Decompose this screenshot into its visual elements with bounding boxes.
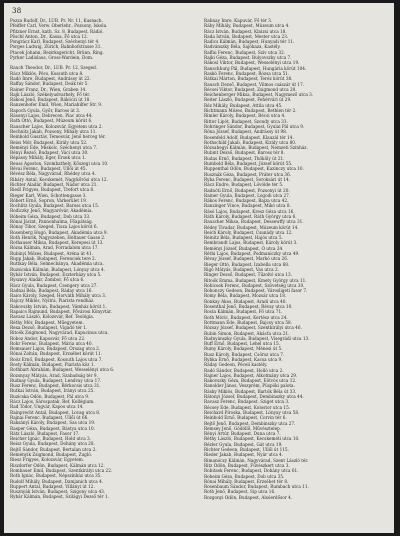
directory-entry: Rimanóczy Kálmán, Nagyvárad, Szent László tér. <box>204 457 309 463</box>
directory-entry: Rakovszky Géza, Budapest, Eötvös utca 12. <box>204 378 297 384</box>
directory-entry: Róbert Ernő, Sopron, Várkerület 19. <box>10 197 88 203</box>
directory-entry: Reisz Gyula, Budapest, Dohány utca 28. <box>10 441 95 447</box>
directory-entry: Révay József, Budapest, Markó utca 26. <box>204 256 289 262</box>
directory-entry: Rothbart Ábrahám, Budapest, Wesselényi utca 6. <box>10 367 115 373</box>
directory-entry: Rácz Gyula, Budapest, Csengery utca 27. <box>10 282 98 288</box>
directory-entry: Riedl Frigyes, Budapest, Trefort utca 8. <box>10 187 95 193</box>
directory-entry: Roth Móric, Budapest, Kertész utca 24. <box>204 314 288 320</box>
directory-entry: Réthy Mór, Budapest, Műegyetem. <box>10 319 84 325</box>
directory-entry: Róheim Géza, Budapest, Dob utca 33. <box>10 213 91 219</box>
directory-entry: Rakovszky István, Budapest, Vámház körút 1. <box>10 303 107 309</box>
directory-entry: Rosenfeld Adolf, Budapest, Klauzál tér 14. <box>204 134 294 140</box>
directory-entry: Roth Ignác, Budapest, Népszínház utca 35. <box>10 473 102 479</box>
directory-entry: Ráth Károly, Budapest, Ráth György utca 6. <box>204 213 297 219</box>
directory-entry: Rajnai Ferenc, Budapest, Üllői út 66. <box>10 414 89 420</box>
directory-entry: Ritter Lipót, Budapest, Szondy utca 33. <box>204 118 288 124</box>
directory-entry: Richter Gedeon, Budapest, Üllői út 115. <box>204 447 289 453</box>
directory-entry: Ryba Ferenc, Budapest, Soroksári út 14. <box>204 176 291 182</box>
directory-entry: Rudas Ernő, Budapest, Thököly út 21. <box>204 155 285 161</box>
directory-entry: Rusz Ferenc, Budapest, Bérkocsis utca 31. <box>10 383 101 389</box>
directory-entry: Rosenbaum Sándor, Budapest, Rumbach utca 11. <box>204 484 309 490</box>
directory-entry: Rácz Miklós, Pécs, Kossuth utca 8. <box>10 70 84 76</box>
directory-entry: Rohonczy Gedeon, Budapest, Városligeti fasor 7. <box>204 288 308 294</box>
directory-entry: Rézler Gyula, Budapest, Gát utca 19. <box>204 441 283 447</box>
directory-entry: Pozza Rudolf, Dr., LUB. Pr. Nr. 11, Kusnach. <box>10 18 103 23</box>
directory-entry: Radó Imre, Budapest, Andrássy út 22. <box>10 75 91 81</box>
directory-entry: Ruttkay Béla, Selmecbánya, Akadémia utca. <box>10 261 104 267</box>
directory-entry: Rubint Dezső, Budapest, Baross tér 8. <box>204 150 285 156</box>
directory-entry: Rath Ottó, Budapest, Múzeum körút 6. <box>10 118 93 124</box>
directory-entry: Rainer Franz, Dr., Wien, Graben 14. <box>10 86 87 92</box>
directory-entry: Rottmann Ede, Budapest, Bajcsy utca 58. <box>204 319 292 325</box>
directory-entry: Robicsek Ferenc, Budapest, Szövetség utca 30. <box>204 282 305 288</box>
directory-entry: Révai Ferenc, Budapest, Üllői út 45. <box>10 166 87 172</box>
directory-entry: Reichard Piroska, Budapest, Lónyay utca 58. <box>204 409 300 415</box>
directory-entry: Ruff Ernő, Budapest, Lehel utca 15. <box>204 341 281 347</box>
directory-entry: Reiter László, Budapest, Fehérvári út 29. <box>204 97 292 103</box>
directory-entry: Ronkay Ákos, Budapest, Aradi utca 40. <box>204 298 287 304</box>
directory-entry: Rónai Mihály, Budapest, Erzsébet tér 8. <box>204 478 289 484</box>
right-column <box>204 18 387 500</box>
directory-entry: Pongrácz Karl, Budapest, Széchenyi tér 4. <box>10 39 100 45</box>
directory-entry: Rimler Károly, Budapest, Bécsi utca 4. <box>204 113 286 119</box>
directory-entry: Radics Kálmán, Budapest, Hunyadi tér 11. <box>204 39 295 45</box>
directory-entry: Rodiczky Jenő, Magyaróvár, Akadémia. <box>10 208 93 214</box>
directory-entry: Rusznyák István, Budapest, Szigony utca 43. <box>10 489 106 495</box>
directory-entry: Remsey Jenő, Gödöllő, Művésztelep. <box>204 425 282 431</box>
directory-entry: Radnóti Ernő, Budapest, Pozsonyi út 20. <box>204 187 290 193</box>
directory-entry: Rothauser Miksa, Budapest, Kerepesi út 13. <box>10 240 104 246</box>
directory-entry: Ruzicska Ödön, Budapest, Pál utca 9. <box>10 393 90 399</box>
directory-entry: Ranschburg Pál, Budapest, Hungária körút 104. <box>204 65 307 71</box>
directory-entry: Reinhold Gusztáv, Temesvár, Jenő herceg tér. <box>10 134 106 140</box>
directory-entry: Roth Jenő, Budapest, Sip utca 16. <box>204 489 276 495</box>
directory-entry: Réz Mihály, Budapest, Attila utca 45. <box>204 102 283 108</box>
directory-entry: Pöschl Anton, Dr., Kassa, Fő utca 12. <box>10 33 89 39</box>
directory-entry: Reinbold Ernő, Budapest, Corvin tér 6. <box>204 415 287 421</box>
directory-entry: Ranolder János, Veszprém, Püspöki palota. <box>204 383 295 389</box>
directory-entry: Romy Béla, Budapest, Mozsár utca 18. <box>204 293 287 299</box>
directory-entry: Rada István, Budapest, Mester utca 23. <box>204 33 289 39</box>
page-number: 38 <box>12 7 22 15</box>
directory-entry: Rochlitz Gyula, Budapest, Baross utca 15. <box>10 203 100 209</box>
directory-entry: Pfeiffer Carl, Verw. Oberlehr., Pozsony, Iskola. <box>10 23 108 29</box>
directory-entry: Radvánszky Béla, Sajókaza, Kastély. <box>204 44 281 50</box>
directory-entry: Rényi Artúr, Budapest, Duna utca 7. <box>204 431 281 437</box>
directory-entry: Rényi Rezső, Budapest, Váci utca 30. <box>10 150 89 156</box>
directory-entry: Ranzinger Vince, Budapest, Mikó utca 8. <box>204 203 291 209</box>
directory-entry: Rosenberg Hugó, Budapest, Akadémia utca 9. <box>10 229 108 235</box>
directory-entry: Ritoók Emma, Budapest, Kmety György utca 11. <box>204 277 307 283</box>
directory-entry: Rabnay Imre, Kapuvár, Fő tér 3. <box>204 18 273 23</box>
directory-entry: Rajki Géza, Budapest, Bulyovszky utca 7. <box>204 55 292 61</box>
directory-entry: Rubin Simon, Budapest, Akácfa utca 21. <box>204 330 290 336</box>
directory-entry: Rónay Tibor, Szeged, Tisza Lajos körút 6. <box>10 224 98 230</box>
directory-entry: Rejtő Jenő, Budapest, Dembinszky utca 27. <box>204 420 296 426</box>
directory-entry: Rátz László, Budapest, Fasor 17. <box>10 430 80 436</box>
directory-entry: Reich Károly, Budapest, Csanády utca 12. <box>204 229 293 235</box>
directory-entry: Rajk László, Székelyudvarhely, Fő tér. <box>10 91 91 97</box>
directory-entry: Reuss Ágoston, Szombathely, Kőszegi utca 10. <box>10 160 109 166</box>
directory-entry: Reichenberger Miksa, Budapest, Nagymező utca 3. <box>204 92 314 98</box>
directory-entry: Réthi Lajos, Budapest, Podmaniczky utca 49. <box>204 251 300 257</box>
directory-entry: Reicher Ignác, Budapest, Hold utca 3. <box>10 436 92 442</box>
directory-entry: Rásonyi Lajos, Debrecen, Piac utca 44. <box>10 113 93 119</box>
directory-entry: Ruppert Antal, Budapest, Villányi út 12. <box>10 483 95 489</box>
directory-page <box>4 3 394 533</box>
directory-entry: Rozsnyay Mátyás, Arad, Szabadság tér 9. <box>10 372 98 378</box>
directory-entry: Rieder Jakab, Budapest, Nyár utca 4. <box>204 452 284 458</box>
directory-entry: Radó Sándor, Budapest, Holló utca 2. <box>204 367 284 373</box>
directory-entry: Rózsahegyi Kálmán, Budapest, Nemzeti Színház. <box>204 145 308 151</box>
directory-entry: Rosty Kálmán, Budapest, Piarista köz 1. <box>10 362 95 367</box>
directory-entry: Pyrker Ladislaus, Gross-Wardein, Dom. <box>10 55 94 61</box>
directory-entry: Rédey Tivadar, Budapest, Múzeum körút 14. <box>204 224 299 230</box>
directory-entry: Roheim Géza, Budapest, Dob utca 35. <box>204 473 285 479</box>
directory-entry: Récsey Ede, Budapest, Kolostor utca 15. <box>204 404 291 410</box>
directory-entry: Rácz Lajos, Sárospatak, Ref. Kollégium. <box>10 399 95 405</box>
directory-entry: Raffai Ferenc, Budapest, Szív utca 32. <box>204 49 286 55</box>
directory-entry: Ringer Dezső, Budapest, Tűzoltó utca 13. <box>204 272 292 278</box>
directory-entry: Rásó Lajos, Budapest, Kresz Géza utca 16. <box>204 208 295 214</box>
directory-entry: Ryszavy Aladár, Zombor, Fő utca 6. <box>10 277 85 283</box>
directory-entry: Rákos Ferenc, Budapest, Bajza utca 42. <box>204 198 289 204</box>
directory-entry: Rudolf Mihály, Budapest, Damjanich utca 4. <box>10 478 104 484</box>
directory-entry: Rohr Ferenc, Budapest, Mária utca 40. <box>10 340 93 346</box>
directory-entry: Reiss Mór, Budapest, Király utca 52. <box>10 139 88 145</box>
directory-entry: Rybár Kálmán, Budapest, Szilágyi Dezső tér 1. <box>10 494 109 500</box>
directory-entry: Ruzsicska Kálmán, Budapest, Lónyay utca 4. <box>10 266 105 272</box>
directory-entry: Rasper Géza, Budapest, Bástya utca 10. <box>10 425 95 431</box>
directory-entry: Rajner Lajos, Budapest, Alkotmány utca 29. <box>204 372 298 378</box>
directory-entry: Rubinyi Mózes, Budapest, Aréna út 41. <box>10 250 93 256</box>
directory-entry: Rutkai István, Budapest, Irányi utca 25. <box>10 388 95 394</box>
directory-entry: Rauscher Miksa, Budapest, Dessewffy utca 31. <box>204 219 304 225</box>
directory-entry: Rosenthal Jenő, Budapest, Révay utca 10. <box>204 304 293 310</box>
directory-entry: Rad Tódor, Ungvár, Kapos utca 14. <box>10 404 84 410</box>
directory-entry: Porges Ludwig, Zürich, Bahnhofstrasse 31. <box>10 44 102 50</box>
directory-entry: Rechnitz Jakab, Pozsony, Mihály utca 11. <box>10 128 97 134</box>
directory-entry: Radnai Béla, Budapest, Ráday utca 16. <box>10 287 93 293</box>
directory-entry: Riszdorfer Ödön, Budapest, Kálmán utca 12. <box>10 462 105 468</box>
directory-entry: Reményik Zsigmond, Budapest, Zugló. <box>10 452 92 458</box>
directory-entry: Roboz Andor, Kaposvár, Fő utca 22. <box>10 335 86 341</box>
directory-entry: Rusz Károly, Budapest, Csörsz utca 7. <box>204 351 285 357</box>
directory-entry: Ruppenthal Ödön, Budapest, Kazinczy utca 10. <box>204 166 304 172</box>
directory-entry: Révész Béla, Nagyvárad, Rhédey utca 4. <box>10 171 96 177</box>
directory-entry: Rácz Endre, Budapest, Lövölde tér 5. <box>204 182 284 188</box>
directory-entry: Rapoch Gyula, Győr, Baross út 3. <box>10 107 81 113</box>
directory-entry: Ranzenhofer Emil, Wien, Mariahilfer Str. 9. <box>10 102 103 108</box>
directory-entry: Rózsay József, Budapest, Szentkirályi utca 46. <box>204 325 302 331</box>
directory-entry: Romsauer Lajos, Budapest, Orszag utca 2. <box>10 346 101 352</box>
directory-entry: Rumbold Béla, Budapest, József körút 55. <box>204 161 293 167</box>
directory-entry: Rauch Theodor, Dr., LUB. Pr. 12, Szeged. <box>10 65 98 71</box>
directory-entry: Réthy László, Budapest, Kecskeméti utca 10. <box>204 436 300 442</box>
directory-entry: Rosta Kálmán, Budapest, Fő utca 71. <box>204 309 283 315</box>
directory-entry: Ritz Ödön, Budapest, Fűvészkert utca 3. <box>204 462 290 468</box>
directory-entry: Reményi Ede, Miskolc, Széchenyi utca 7. <box>10 144 98 150</box>
directory-entry: Rózsa Kálmán, Arad, Forradalom utca 17. <box>10 245 99 251</box>
directory-entry: Rausch Dezső, Budapest, Vilmos császár út 17. <box>204 81 305 87</box>
directory-entry: Rátkai Márton, Budapest, Teréz körút 38. <box>204 76 293 82</box>
directory-entry: Ravasz László, Kolozsvár, Ref. Teológia. <box>10 314 95 320</box>
directory-entry: Ritoók Zsigmond, Nagyvárad, Kapucinus utca. <box>10 330 109 336</box>
directory-entry: Raskó Ferenc, Budapest, Rózsa utca 51. <box>204 70 290 76</box>
directory-entry: Rudnay Gyula, Budapest, Lendvay utca 17. <box>10 377 102 383</box>
directory-entry: Raffay Sándor, Budapest, Deák tér 5. <box>10 81 89 87</box>
directory-entry: Pfitzner Ernst, kath. Sz. 8, Budapest, Rádió. <box>10 28 104 34</box>
directory-entry: Rieger Karl, Wien, Schottengasse 3. <box>10 192 87 198</box>
directory-entry: Récsei Viktor, Budapest, Zsigmond utca 20. <box>204 86 297 92</box>
directory-entry: Rajczy Miklós, Nyitra, Piarista rendház. <box>10 298 95 304</box>
directory-entry: Ribáry Antal, Kecskemét, Nagykőrösi utca 12. <box>10 176 108 182</box>
directory-entry: Roóz Ernő, Budapest, Kossuth Lajos utca 7. <box>10 356 103 362</box>
directory-entry: Rusznák Géza, Budapest, Práter utca 36. <box>204 171 292 177</box>
directory-entry: Ravasz Ferenc, Budapest, Sziget utca 3. <box>204 399 290 405</box>
directory-entry: Ráday Gedeon, Péceli kastély. <box>204 362 268 368</box>
directory-entry: Rákosi Jenő, Budapest, Rákóczi út 18. <box>10 97 91 103</box>
directory-entry: Rácz István, Budapest, Kinizsi utca 18. <box>204 28 287 34</box>
directory-entry: Rohringer Sándor, Budapest, Gyulai Pál utca 9. <box>204 123 305 129</box>
directory-entry: Rupp Jakab, Budapest, Ferenciek tere 2. <box>10 256 97 262</box>
directory-entry: Rexa Dezső, Budapest, Vigadó tér 1. <box>10 324 88 330</box>
directory-entry: Rothschild Jakab, Budapest, Király utca 80. <box>204 139 297 145</box>
directory-entry: Rybár István, Budapest, Eszterházy utca 5. <box>10 271 102 277</box>
directory-entry: Rembrandt Lajos, Budapest, Károly körút 3. <box>204 240 298 246</box>
directory-entry: Rozgonyi Ödön, Budapest, Alsóerdősor 4. <box>204 494 293 500</box>
directory-entry: Rákosi Viktor, Budapest, Wesselényi utca 19. <box>204 60 300 66</box>
directory-entry: Rumy Károly, Budapest, Ménesi út 5. <box>204 346 283 352</box>
directory-entry: Róna József, Budapest, Andrássy út 98. <box>204 129 288 135</box>
directory-entry: Rejtő Sándor, Budapest, Bertalan utca 2. <box>10 446 97 452</box>
directory-entry: Roth Henrik, Nagyszeben, Heltauer Gasse 2. <box>10 234 106 240</box>
directory-entry: Rombauer Emil, Budapest, Szentkirályi utca 22. <box>10 467 113 473</box>
directory-entry: Reinitz Béla, Budapest, Hajós utca 5. <box>204 235 283 241</box>
directory-entry: Riesz Frigyes, Kolozsvár, Egyetem. <box>10 457 85 463</box>
directory-entry: Reményi József, Budapest, Ó utca 24. <box>204 245 284 251</box>
directory-entry: Rainer Gyula, Budapest, Logodi utca 27. <box>204 192 291 198</box>
directory-entry: Rieger Ottó, Budapest, Izabella utca 68. <box>204 261 290 267</box>
directory-entry: Rónai Jácint, Pannonhalma, Főapátság. <box>10 218 94 224</box>
directory-entry: Rónai Zoltán, Budapest, Erzsébet körút 11. <box>10 351 102 357</box>
directory-entry: Rybka Ernő, Budapest, Kacsa utca 9. <box>204 357 283 362</box>
directory-entry: Ráby Mihály, Budapest, Múzeum utca 4. <box>204 23 290 29</box>
directory-entry: Répássy Mihály, Eger, Érsek utca 1. <box>10 155 86 161</box>
directory-entry: Rigó Mátyás, Budapest, Vas utca 2. <box>204 266 279 272</box>
directory-entry: Rainprecht Antal, Budapest, Lovag utca 8. <box>10 409 101 415</box>
directory-entry: Robitsek Ferenc, Budapest, Dohány utca 61. <box>204 468 299 474</box>
left-column <box>10 18 193 500</box>
directory-entry: Rásky Miklós, Budapest, Bartók Béla út 33. <box>204 388 297 394</box>
directory-entry: Rátonyi József, Budapest, Dembinszky utca 44. <box>204 394 304 400</box>
directory-entry: Rapaics Rajmund, Budapest, Fővárosi Könyvtár. <box>10 309 112 315</box>
directory-entry: Rudnyánszky Gyula, Budapest, Visegrádi utca 13. <box>204 335 310 341</box>
directory-entry: Richter Aladár, Budapest, Nádor utca 21. <box>10 181 98 187</box>
directory-entry: Rauscher Lajos, Kolozsvár, Egyetem utca 2. <box>10 123 103 129</box>
directory-entry: Ptacek Johann, Bezirksgericht, Brünn, Ring. <box>10 49 104 55</box>
directory-entry: Raics Károly, Szeged, Horváth Mihály utca 3. <box>10 293 107 299</box>
directory-entry: Raksányi Károly, Budapest, Sas utca 19. <box>10 420 96 426</box>
directory-entry: Richtmann Mózes, Budapest, Bethlen tér 2. <box>204 108 297 114</box>
